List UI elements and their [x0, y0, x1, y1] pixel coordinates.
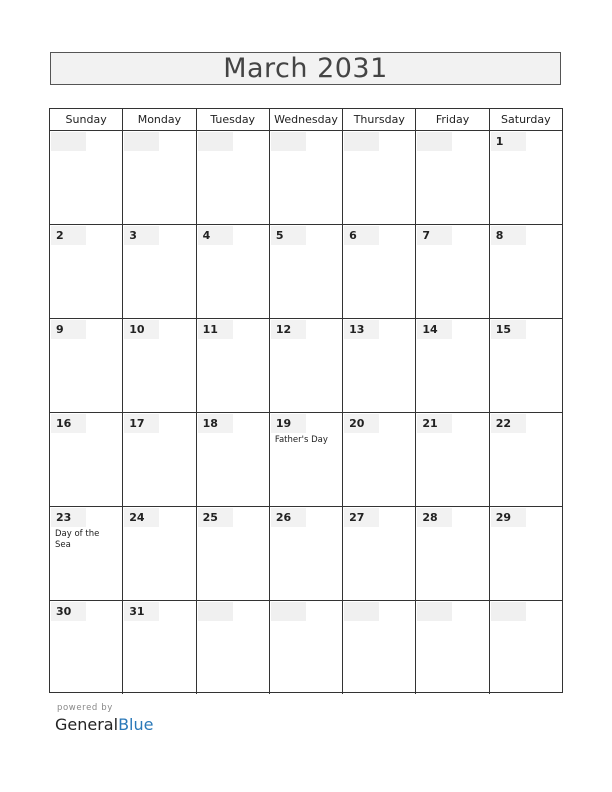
weekday-header-row: [50, 109, 562, 131]
day-number: 14: [417, 320, 452, 339]
day-cell[interactable]: [343, 601, 416, 694]
day-cell[interactable]: [416, 319, 489, 412]
day-cell[interactable]: [123, 131, 196, 224]
weekday-saturday: Saturday: [501, 113, 551, 126]
day-number: 5: [271, 226, 306, 245]
day-number: 28: [417, 508, 452, 527]
day-cell[interactable]: [50, 131, 123, 224]
day-cell[interactable]: [343, 319, 416, 412]
day-number: 4: [198, 226, 233, 245]
week-row: [50, 319, 562, 413]
day-number: 12: [271, 320, 306, 339]
day-cell[interactable]: [270, 507, 343, 600]
weekday-tuesday: Tuesday: [197, 109, 270, 130]
day-number: [417, 602, 452, 621]
day-number: [51, 132, 86, 151]
day-cell[interactable]: [197, 225, 270, 318]
day-cell[interactable]: [270, 131, 343, 224]
day-cell[interactable]: [50, 507, 123, 600]
day-cell[interactable]: [416, 413, 489, 506]
day-cell[interactable]: [490, 413, 562, 506]
day-number: [344, 602, 379, 621]
day-cell[interactable]: [197, 131, 270, 224]
holiday-event: Father's Day: [274, 435, 328, 445]
day-cell[interactable]: [270, 601, 343, 694]
week-row: [50, 131, 562, 225]
day-number: 9: [51, 320, 86, 339]
day-number: 20: [344, 414, 379, 433]
day-cell[interactable]: [197, 413, 270, 506]
day-number: 19: [271, 414, 306, 433]
day-number: 27: [344, 508, 379, 527]
day-number: 18: [198, 414, 233, 433]
day-number: 7: [417, 226, 452, 245]
week-row: [50, 507, 562, 601]
day-number: 13: [344, 320, 379, 339]
day-cell[interactable]: [270, 413, 343, 506]
day-cell[interactable]: [416, 131, 489, 224]
day-number: [417, 132, 452, 151]
day-cell[interactable]: [416, 225, 489, 318]
day-number: 3: [124, 226, 159, 245]
logo-general-text: General: [55, 715, 119, 734]
week-row: [50, 225, 562, 319]
calendar-title: March 2031: [50, 52, 561, 85]
day-cell[interactable]: [343, 413, 416, 506]
day-number: 25: [198, 508, 233, 527]
day-number: 24: [124, 508, 159, 527]
day-cell[interactable]: [490, 507, 562, 600]
weekday-wednesday: Wednesday: [270, 109, 343, 130]
day-number: 22: [491, 414, 526, 433]
day-cell[interactable]: [490, 319, 562, 412]
logo-blue-text: Blue: [118, 715, 154, 734]
day-number: 21: [417, 414, 452, 433]
day-number: 8: [491, 226, 526, 245]
day-cell[interactable]: [123, 225, 196, 318]
day-cell[interactable]: [343, 507, 416, 600]
day-cell[interactable]: [123, 413, 196, 506]
day-cell[interactable]: [197, 507, 270, 600]
day-cell[interactable]: [50, 319, 123, 412]
day-number: 10: [124, 320, 159, 339]
day-number: 31: [124, 602, 159, 621]
day-cell[interactable]: [416, 601, 489, 694]
weekday-thursday: Thursday: [343, 109, 416, 130]
powered-by-label: powered by: [57, 703, 113, 713]
day-number: [198, 132, 233, 151]
day-cell[interactable]: [343, 131, 416, 224]
day-cell[interactable]: [197, 601, 270, 694]
day-cell[interactable]: [50, 225, 123, 318]
day-cell[interactable]: [490, 131, 562, 224]
day-cell[interactable]: [123, 601, 196, 694]
day-cell[interactable]: [123, 319, 196, 412]
day-number: [124, 132, 159, 151]
day-cell[interactable]: [490, 601, 562, 694]
weeks-container: [50, 131, 562, 694]
weekday-friday: Friday: [416, 109, 489, 130]
day-cell[interactable]: [197, 319, 270, 412]
day-number: [271, 602, 306, 621]
weekday-monday: Monday: [123, 109, 196, 130]
day-number: 6: [344, 226, 379, 245]
day-cell[interactable]: [270, 225, 343, 318]
day-number: 15: [491, 320, 526, 339]
week-row: [50, 413, 562, 507]
week-row: [50, 601, 562, 694]
generalblue-logo: [55, 715, 153, 734]
holiday-event: Day of the Sea: [55, 529, 100, 550]
day-cell[interactable]: [123, 507, 196, 600]
day-cell[interactable]: [343, 225, 416, 318]
day-cell[interactable]: [50, 413, 123, 506]
day-cell[interactable]: [416, 507, 489, 600]
day-number: 29: [491, 508, 526, 527]
day-number: 2: [51, 226, 86, 245]
day-cell[interactable]: [490, 225, 562, 318]
day-number: [344, 132, 379, 151]
day-number: 23: [51, 508, 86, 527]
day-cell[interactable]: [270, 319, 343, 412]
day-cell[interactable]: [50, 601, 123, 694]
day-number: [198, 602, 233, 621]
weekday-sunday: Sunday: [50, 109, 123, 130]
day-number: [271, 132, 306, 151]
day-number: 1: [491, 132, 526, 151]
calendar-grid: [49, 108, 563, 693]
day-number: 26: [271, 508, 306, 527]
day-number: 16: [51, 414, 86, 433]
day-number: 30: [51, 602, 86, 621]
day-number: [491, 602, 526, 621]
day-number: 11: [198, 320, 233, 339]
day-number: 17: [124, 414, 159, 433]
